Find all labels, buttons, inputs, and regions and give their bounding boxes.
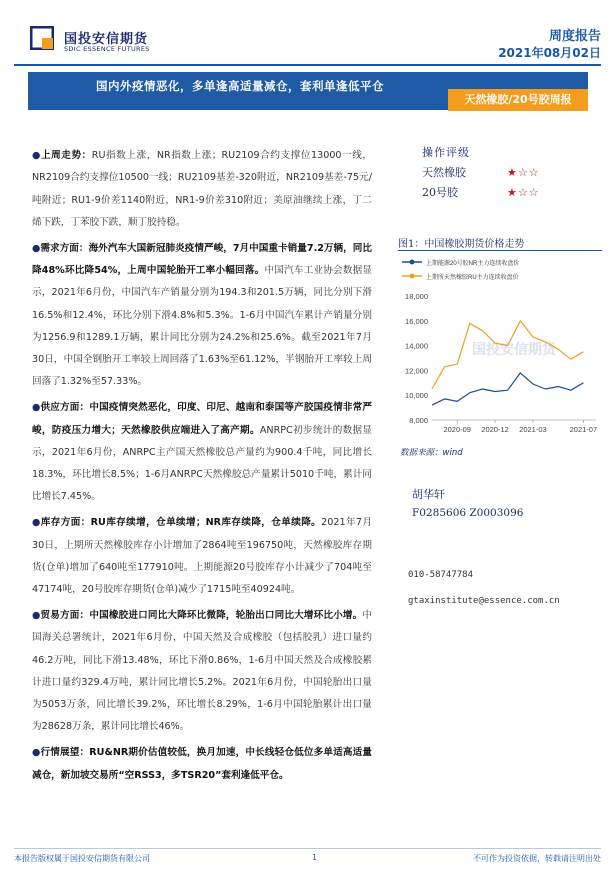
bullet-icon: ●	[32, 517, 41, 529]
legend-label: 上期所天然橡胶RU主力连续收盘价	[426, 275, 519, 281]
paragraph-inventory	[32, 512, 372, 601]
rating-row-rubber	[422, 164, 540, 180]
price-chart	[398, 252, 602, 440]
rating-title: 操作评级	[422, 146, 470, 159]
x-tick-label: 2020-09	[443, 425, 471, 434]
series-line-0	[432, 373, 583, 405]
paragraph-lead: 贸易方面：	[40, 609, 90, 621]
report-body	[32, 145, 372, 790]
legend-marker	[410, 260, 415, 265]
paragraph-text: 2021年7月30日，上期所天然橡胶库存小计增加了2864吨至196750吨，天然橡胶库存期货(仓单)增加了640吨至177910吨。上期能源20号胶库存小计减少了704吨至47174吨，20号胶库存期货(仓单)减少了1715吨至40924吨。	[32, 517, 373, 596]
paragraph-bold: RU&NR期价估值较低，换月加速，中长线轻仓低位多单适高适量减仓，新加坡交易所“空RSS3，多TSR20”套利逢低平仓。	[32, 747, 372, 781]
paragraph-trade	[32, 605, 372, 739]
paragraph-text: ANRPC初步统计的数据显示，2021年6月份，ANRPC主产国天然橡胶总产量约为900.4千吨，同比增长18.3%，环比增长8.5%；1-6月ANRPC天然橡胶总产量累计5010千吨，累计同比增长7.45%。	[32, 424, 373, 503]
bullet-icon: ●	[32, 242, 41, 254]
x-tick-label: 2021-03	[519, 425, 547, 434]
paragraph-bold: 海外汽车大国新冠肺炎疫情严峻，7月中国重卡销量7.2万辆，同比降48%环比降54%，上周中国轮胎开工率小幅回落。	[32, 242, 373, 276]
paragraph-demand	[32, 238, 372, 394]
rating-stars: ★☆☆	[507, 186, 540, 199]
analyst-phone: 010-58747784	[408, 570, 474, 580]
bullet-icon: ●	[32, 402, 41, 414]
headline-text: 国内外疫情恶化，多单逢高适量减仓，套利单逢低平仓	[96, 79, 384, 93]
paragraph-bold: RU库存续增，仓单续增；NR库存续降，仓单续降。	[90, 517, 322, 529]
bullet-icon: ●	[32, 747, 41, 759]
report-type: 周度报告	[548, 29, 601, 44]
y-tick-label: 10,000	[405, 391, 428, 401]
footer-copyright: 本报告版权属于国投安信期货有限公司	[14, 854, 150, 863]
legend-label: 上期能源20号胶NR主力连续收盘价	[426, 261, 520, 267]
paragraph-lead: 上周走势：	[40, 150, 92, 161]
paragraph-text: 中国汽车工业协会数据显示，2021年6月份，中国汽车产销量分别为194.3和201.5万辆，同比分别下滑16.5%和12.4%，环比分别下滑4.8%和5.3%。1-6月中国汽车累计产销量分别为1256.9和1289.1万辆，累计同比分别为24.2%和25.6%。截至2021年7月30日，中国全钢胎开工率较上周回落了1.63%至61.12%，半钢胎开工率较上周回落了1.32%至57.33%。	[32, 264, 373, 388]
figure-source: 数据来源：wind	[400, 448, 463, 458]
company-logo-icon	[30, 26, 54, 50]
footer-disclaimer: 不可作为投资依据，转载请注明出处	[473, 854, 601, 863]
paragraph-lead: 供应方面：	[40, 402, 90, 414]
paragraph-lead: 行情展望：	[40, 747, 90, 759]
chart-watermark: 国投安信期货	[472, 341, 556, 357]
y-tick-label: 18,000	[405, 292, 428, 301]
bullet-icon: ●	[32, 150, 41, 161]
x-tick-label: 2020-12	[481, 425, 509, 434]
paragraph-supply	[32, 397, 372, 508]
rating-name: 天然橡胶	[422, 166, 466, 179]
chart-legend	[402, 259, 519, 281]
analyst-license-ids: F0285606 Z0003096	[412, 507, 524, 519]
y-tick-label: 16,000	[405, 316, 428, 326]
report-tag: 天然橡胶/20号胶周报	[448, 89, 588, 111]
rating-name: 20号胶	[422, 186, 458, 199]
paragraph-outlook	[32, 742, 372, 787]
page-number: 1	[312, 853, 318, 862]
paragraph-last-week	[32, 145, 372, 234]
paragraph-lead: 需求方面：	[40, 242, 89, 254]
y-tick-label: 12,000	[405, 366, 428, 376]
analyst-email[interactable]: gtaxinstitute@essence.com.cn	[408, 596, 560, 606]
legend-marker	[410, 274, 415, 279]
figure-divider	[398, 250, 602, 251]
analyst-name: 胡华轩	[412, 488, 445, 501]
rating-stars: ★☆☆	[507, 166, 540, 179]
y-tick-label: 14,000	[405, 341, 428, 351]
bullet-icon: ●	[32, 609, 41, 621]
paragraph-lead: 库存方面：	[40, 517, 91, 529]
paragraph-text: RU指数上涨，NR指数上涨；RU2109合约支撑位13000一线，NR2109合约支撑位10500一线；RU2109基差-320附近，NR2109基差-75元/吨附近；RU1-9价差1140附近，NR1-9价差310附近；美原油继续上涨，丁二烯下跌，丁苯胶下跌，顺丁胶持稳。	[32, 150, 373, 228]
figure-title: 图1：中国橡胶期货价格走势	[398, 239, 525, 250]
company-name: 国投安信期货	[64, 32, 149, 47]
paragraph-text: 中国海关总署统计，2021年6月份，中国天然及合成橡胶（包括胶乳）进口量约46.2万吨，同比下滑13.48%，环比下滑0.86%，1-6月中国天然及合成橡胶累计进口量约329.4万吨，累计同比增长5.2%。2021年6月份，中国轮胎出口量为5053万条，同比增长39.2%，环比增长8.29%，1-6月中国轮胎累计出口量为28628万条，累计同比增长46%。	[32, 609, 373, 733]
header-divider	[14, 64, 601, 66]
company-name-en: SDIC ESSENCE FUTURES	[64, 45, 150, 53]
y-tick-label: 8,000	[409, 416, 428, 425]
footer-divider	[14, 848, 601, 849]
page-header	[0, 0, 615, 66]
rating-row-nr	[422, 184, 540, 200]
paragraph-bold: 中国橡胶进口同比大降环比微降，轮胎出口同比大增环比小增。	[89, 609, 363, 621]
x-tick-label: 2021-07	[569, 425, 598, 434]
report-date: 2021年08月02日	[498, 46, 601, 60]
paragraph-bold: 中国疫情突然恶化，印度、印尼、越南和泰国等产胶国疫情非常严峻，防疫压力增大；天然橡胶供应端进入了高产期。	[32, 402, 373, 436]
